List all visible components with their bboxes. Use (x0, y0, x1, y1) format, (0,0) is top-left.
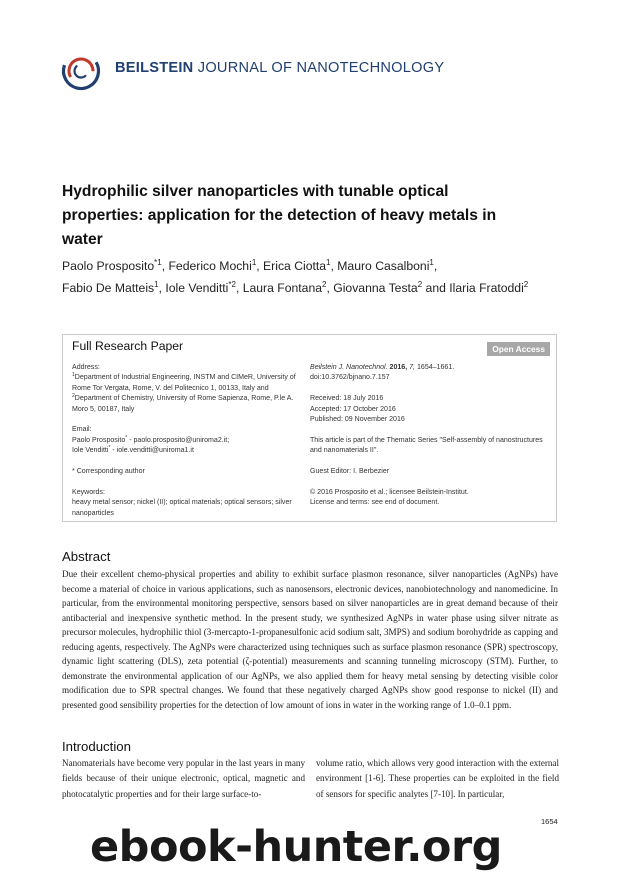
journal-name[interactable] (115, 60, 444, 76)
author-name[interactable]: Mauro Casalboni (337, 259, 430, 273)
affiliation-1: $^1$Department of Industrial Engineering, INSTM and CIMeR, University of Rome Tor Vergata, Rome, V. del Politecnico 1, 00133, Italy and (72, 372, 296, 392)
author-name[interactable]: Paolo Prosposito (62, 259, 155, 273)
abstract-text: Due their excellent chemo-physical properties and ability to exhibit surface plasmon resonance, silver nanoparticles (AgNPs) have become a material of choice in various applications, such as nanosensors, electronic devices, nanobiotechnology and nanomedicine. In particular, from the environmental monitoring perspective, sensors based on silver nanoparticles are in great demand because of their antibacterial and inexpensive synthetic method. In the present study, we synthesized AgNPs in water phase using silver nitrate as precursor molecules, hydrophilic thiol (3-mercapto-1-propanesulfonic acid sodium salt, 3MPS) and sodium borohydride as capping and reducing agents, respectively. The AgNPs were characterized using techniques such as surface plasmon resonance (SPR) spectroscopy, dynamic light scattering (DLS), zeta potential (ζ-potential) measurements and scanning tunneling microscopy (STM). Further, to demonstrate the environmental application of our AgNPs, we also applied them for heavy metal sensing by detecting visible color modification due to SPR spectral changes. We found that these negatively charged AgNPs show good response to nickel (II) and presented good sensibility properties for the detection of low amount of ions in water in the working range of 1.0–0.1 ppm. (62, 569, 558, 710)
address-label: Address: (72, 364, 100, 371)
author-name[interactable]: Ilaria Fratoddi (449, 281, 524, 295)
keywords: heavy metal sensor; nickel (II); optical materials; optical sensors; silver nanoparticles (72, 499, 292, 517)
author-separator: , (256, 259, 264, 273)
journal-logo-icon (60, 50, 102, 92)
open-access-badge[interactable]: Open Access (487, 342, 550, 356)
author-separator: , (433, 259, 438, 273)
author-name[interactable]: Giovanna Testa (333, 281, 418, 295)
author-name[interactable]: Erica Ciotta (263, 259, 327, 273)
watermark-text: ebook-hunter.org (90, 822, 502, 872)
journal-name-strong: BEILSTEIN (115, 60, 194, 76)
published-date: Published: 09 November 2016 (310, 416, 405, 424)
corresponding-author-note: * Corresponding author (72, 468, 145, 476)
introduction-heading: Introduction (62, 739, 131, 754)
email-1[interactable]: Paolo Prosposito* - paolo.prosposito@uniroma2.it; (72, 434, 230, 444)
author-name[interactable]: Federico Mochi (168, 259, 252, 273)
thematic-series-note[interactable]: This article is part of the Thematic Series "Self-assembly of nanostructures and nanomaterials II". (310, 436, 543, 455)
doi-link[interactable]: doi:10.3762/bjnano.7.157 (310, 374, 390, 382)
author-separator: , (326, 281, 334, 295)
author-separator: and (422, 281, 450, 295)
affiliation-2: $^2$Department of Chemistry, University of Rome Sapienza, Rome, P.le A. Moro 5, 00187, Italy (72, 393, 294, 413)
author-affiliation-mark: 1 (251, 258, 257, 267)
license-note[interactable]: License and terms: see end of document. (310, 499, 440, 507)
author-name[interactable]: Iole Venditti (165, 281, 229, 295)
article-title: Hydrophilic silver nanoparticles with tunable optical properties: application for the detection of heavy metals in water (62, 183, 497, 248)
author-separator: , (330, 259, 338, 273)
article-type: Full Research Paper (72, 339, 184, 353)
copyright: © 2016 Prosposito et al.; licensee Beilstein-Institut. (310, 488, 469, 496)
citation: Beilstein J. Nanotechnol. 2016, 7, 1654–1661. (310, 364, 455, 371)
author-name[interactable]: Laura Fontana (242, 281, 322, 295)
article-info-box (62, 334, 557, 522)
author-separator: , (235, 281, 243, 295)
author-affiliation-mark: 1 (429, 258, 434, 267)
abstract-heading: Abstract (62, 549, 111, 564)
author-affiliation-mark: 1 (154, 280, 159, 289)
journal-name-rest: JOURNAL OF NANOTECHNOLOGY (197, 60, 445, 76)
guest-editor: Guest Editor: I. Berbezier (310, 468, 390, 476)
author-affiliation-mark: *2 (228, 280, 236, 289)
accepted-date: Accepted: 17 October 2016 (310, 405, 396, 413)
author-name[interactable]: Fabio De Matteis (62, 281, 155, 295)
author-affiliation-mark: *1 (154, 258, 162, 267)
info-right-column (310, 363, 548, 509)
page-number: 1654 (541, 817, 558, 826)
keywords-label: Keywords: (72, 488, 105, 496)
author-list (62, 255, 562, 299)
author-affiliation-mark: 2 (523, 280, 529, 289)
introduction-column-2: volume ratio, which allows very good interaction with the external environment [1-6]. These properties can be exploited in the field of sensors for specific analytes [7-10]. In particular, (316, 758, 559, 799)
info-left-column (72, 363, 300, 519)
journal-header (60, 46, 560, 94)
author-affiliation-mark: 1 (326, 258, 331, 267)
author-affiliation-mark: 2 (322, 280, 327, 289)
author-separator: , (158, 281, 166, 295)
author-affiliation-mark: 2 (417, 280, 423, 289)
email-label: Email: (72, 426, 92, 434)
received-date: Received: 18 July 2016 (310, 395, 384, 403)
introduction-column-1: Nanomaterials have become very popular in the last years in many fields because of their unique electronic, optical, magnetic and photocatalytic properties and for their large surface-to- (62, 758, 305, 799)
author-separator: , (161, 259, 169, 273)
email-2[interactable]: Iole Venditti* - iole.venditti@uniroma1.it (72, 445, 194, 455)
